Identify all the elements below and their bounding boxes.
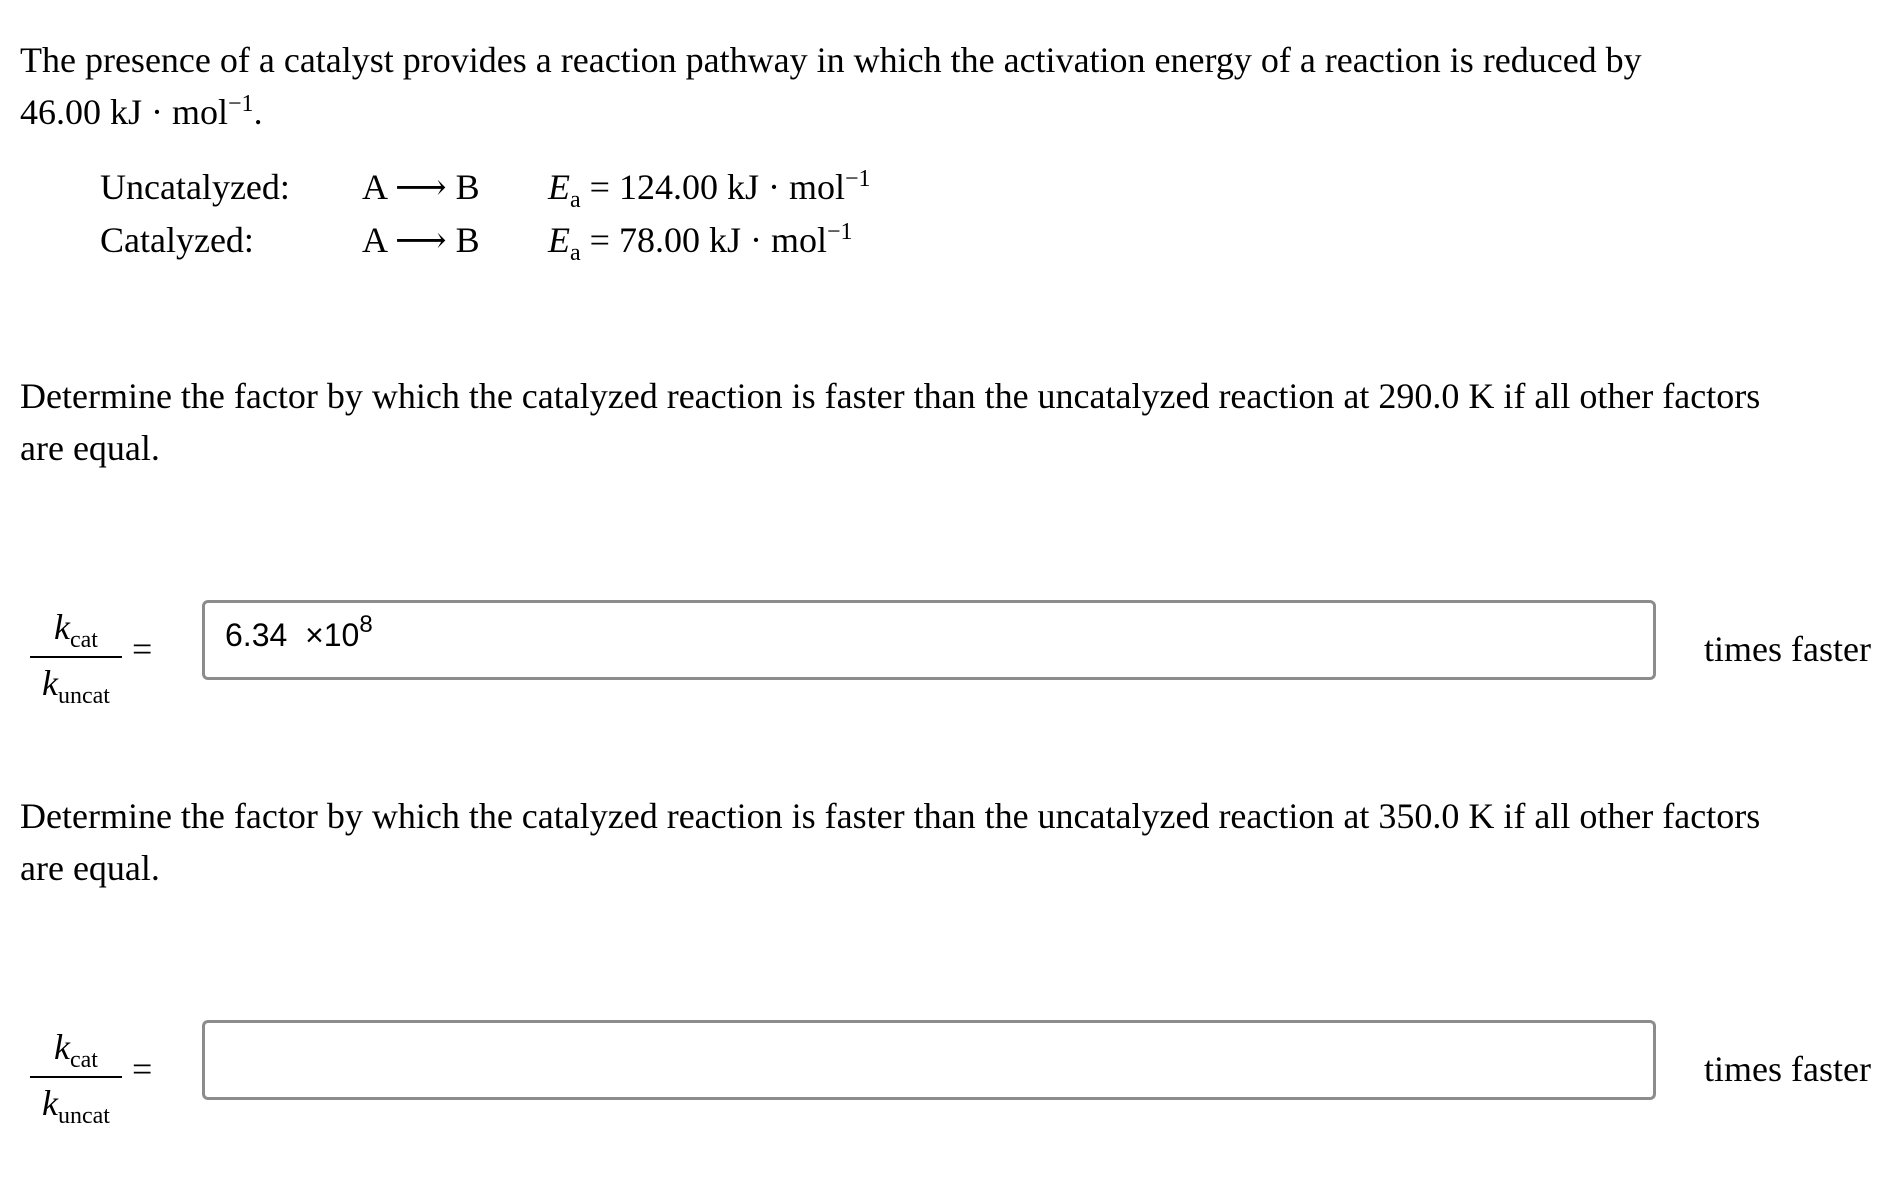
catalyzed-label: Catalyzed:	[100, 220, 254, 260]
intro-exponent: −1	[228, 91, 254, 117]
ea-subscript: a	[570, 187, 581, 214]
answer-input-2[interactable]	[202, 1020, 1656, 1100]
k-numerator-subscript: cat	[70, 627, 98, 654]
intro-text: The presence of a catalyst provides a reaction pathway in which the activation energy of a reaction is reduced by	[20, 40, 1642, 80]
answer-mantissa: 6.34	[225, 617, 288, 653]
question-1-prompt	[20, 370, 1800, 474]
uncatalyzed-equation: A ⟶ B	[362, 167, 480, 207]
rate-ratio-fraction-2	[30, 1026, 122, 1130]
answer-value-1[interactable]	[225, 611, 373, 654]
question-2-prompt	[20, 790, 1800, 894]
ea-exponent: −1	[826, 219, 853, 245]
fraction-bar	[30, 656, 122, 658]
intro-value: 46.00 kJ · mol	[20, 92, 229, 132]
question-2-text: Determine the factor by which the catalyzed reaction is faster than the uncatalyzed reaction at 350.0 K if all other factors	[20, 796, 1761, 836]
uncatalyzed-label: Uncatalyzed:	[100, 167, 290, 207]
k-denominator-subscript: uncat	[58, 1103, 110, 1130]
uncatalyzed-activation-energy	[548, 166, 871, 214]
rate-ratio-fraction-1	[30, 606, 122, 710]
k-numerator: k	[54, 1027, 70, 1067]
intro-paragraph	[20, 34, 1760, 138]
k-numerator: k	[54, 607, 70, 647]
catalyzed-activation-energy	[548, 219, 853, 267]
unit-label-2: times faster	[1704, 1049, 1871, 1089]
answer-times-ten: ×10	[305, 617, 360, 653]
k-numerator-subscript: cat	[70, 1047, 98, 1074]
ea-symbol: E	[548, 167, 570, 207]
question-1-text: Determine the factor by which the catalyzed reaction is faster than the uncatalyzed reaction at 290.0 K if all other factors	[20, 376, 1761, 416]
unit-label-1: times faster	[1704, 629, 1871, 669]
equals-sign: =	[132, 1049, 153, 1089]
answer-input-1[interactable]	[202, 600, 1656, 680]
catalyzed-equation: A ⟶ B	[362, 220, 480, 260]
k-denominator-subscript: uncat	[58, 683, 110, 710]
question-2-text-end: are equal.	[20, 848, 160, 888]
answer-exponent: 8	[359, 611, 373, 639]
ea-exponent: −1	[844, 166, 871, 192]
question-1-text-end: are equal.	[20, 428, 160, 468]
ea-symbol: E	[548, 220, 570, 260]
intro-period: .	[253, 92, 263, 132]
ea-value: = 124.00 kJ · mol	[589, 167, 845, 207]
k-denominator: k	[42, 663, 58, 703]
ea-subscript: a	[570, 240, 581, 267]
ea-value: = 78.00 kJ · mol	[589, 220, 827, 260]
k-denominator: k	[42, 1083, 58, 1123]
fraction-bar	[30, 1076, 122, 1078]
equals-sign: =	[132, 629, 153, 669]
